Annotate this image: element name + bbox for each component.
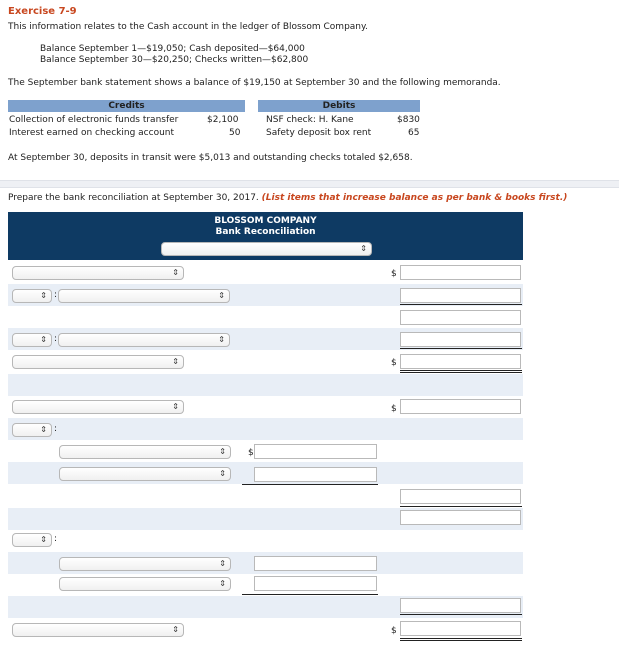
- item-select[interactable]: [12, 623, 184, 637]
- select-arrow-icon: ⇕: [40, 291, 47, 300]
- statement-text: The September bank statement shows a balance of $19,150 at September 30 and the following memoranda.: [8, 78, 501, 88]
- rec-row-9: [8, 440, 523, 462]
- rec-row-6: [8, 374, 523, 396]
- item-select[interactable]: [58, 289, 230, 303]
- intro-text: This information relates to the Cash account in the ledger of Blossom Company.: [8, 22, 368, 32]
- item-select[interactable]: [59, 577, 231, 591]
- rec-row-11: [8, 486, 523, 508]
- amount-input[interactable]: [400, 489, 521, 504]
- rec-row-17: [8, 618, 523, 640]
- rec-row-10: [8, 462, 523, 484]
- debit-amount-1: $830: [397, 115, 420, 125]
- amount-input[interactable]: [254, 444, 377, 459]
- amount-input[interactable]: [400, 310, 521, 325]
- credit-amount-2: 50: [229, 128, 241, 138]
- item-select[interactable]: [59, 467, 231, 481]
- select-arrow-icon: ⇕: [219, 447, 226, 456]
- amount-input[interactable]: [400, 265, 521, 280]
- rec-row-8: [8, 418, 523, 440]
- colon: :: [54, 334, 58, 344]
- instruction: [8, 193, 567, 203]
- select-arrow-icon: ⇕: [172, 625, 179, 634]
- colon: :: [54, 290, 58, 300]
- amount-input[interactable]: [400, 399, 521, 414]
- colon: :: [54, 534, 58, 544]
- item-select[interactable]: [59, 445, 231, 459]
- transit-text: At September 30, deposits in transit were $5,013 and outstanding checks totaled $2,658.: [8, 153, 413, 163]
- select-arrow-icon: ⇕: [172, 268, 179, 277]
- rec-row-5: [8, 350, 523, 372]
- rec-row-4: [8, 328, 523, 350]
- underline: [400, 348, 522, 349]
- dollar-sign: $: [391, 404, 397, 414]
- select-arrow-icon: ⇕: [218, 335, 225, 344]
- amount-input[interactable]: [400, 621, 521, 636]
- debits-header: Debits: [258, 100, 420, 112]
- section-divider: [0, 180, 619, 188]
- dollar-sign: $: [391, 269, 397, 279]
- amount-input[interactable]: [254, 467, 377, 482]
- balance-line-1: Balance September 1—$19,050; Cash deposited—$64,000: [40, 44, 305, 54]
- amount-input[interactable]: [400, 288, 521, 303]
- select-arrow-icon: ⇕: [172, 357, 179, 366]
- rec-row-12: [8, 508, 523, 530]
- add-less-select[interactable]: [12, 333, 52, 347]
- add-less-select[interactable]: [12, 533, 52, 547]
- select-arrow-icon: ⇕: [40, 535, 47, 544]
- dollar-sign: $: [391, 358, 397, 368]
- underline: [400, 614, 522, 615]
- amount-input[interactable]: [400, 598, 521, 613]
- rec-row-14: [8, 552, 523, 574]
- select-arrow-icon: ⇕: [219, 469, 226, 478]
- dollar-sign: $: [248, 448, 254, 458]
- rec-row-2: [8, 284, 523, 306]
- select-arrow-icon: ⇕: [40, 335, 47, 344]
- amount-input[interactable]: [254, 576, 377, 591]
- select-arrow-icon: ⇕: [172, 402, 179, 411]
- item-select[interactable]: [59, 557, 231, 571]
- add-less-select[interactable]: [12, 423, 52, 437]
- select-arrow-icon: ⇕: [219, 579, 226, 588]
- item-select[interactable]: [12, 266, 184, 280]
- rec-row-3: [8, 306, 523, 328]
- add-less-select[interactable]: [12, 289, 52, 303]
- reconciliation-title: Bank Reconciliation: [215, 227, 316, 237]
- double-underline: [400, 638, 522, 641]
- amount-input[interactable]: [254, 556, 377, 571]
- date-select[interactable]: [161, 242, 372, 256]
- underline: [242, 594, 378, 595]
- item-select[interactable]: [12, 400, 184, 414]
- debit-label-2: Safety deposit box rent: [266, 128, 372, 138]
- debit-amount-2: 65: [408, 128, 420, 138]
- select-arrow-icon: ⇕: [218, 291, 225, 300]
- amount-input[interactable]: [400, 354, 521, 369]
- select-arrow-icon: ⇕: [360, 244, 367, 253]
- debit-label-1: NSF check: H. Kane: [266, 115, 354, 125]
- rec-row-15: [8, 574, 523, 596]
- credit-label-1: Collection of electronic funds transfer: [9, 115, 179, 125]
- amount-input[interactable]: [400, 510, 521, 525]
- select-arrow-icon: ⇕: [219, 559, 226, 568]
- rec-row-7: [8, 396, 523, 418]
- item-select[interactable]: [12, 355, 184, 369]
- underline: [242, 484, 378, 485]
- item-select[interactable]: [58, 333, 230, 347]
- reconciliation-header: [8, 212, 523, 260]
- exercise-title: Exercise 7-9: [8, 6, 77, 17]
- credits-header: Credits: [8, 100, 245, 112]
- double-underline: [400, 370, 522, 373]
- instruction-emphasis: (List items that increase balance as per bank & books first.): [261, 193, 568, 203]
- balance-line-2: Balance September 30—$20,250; Checks written—$62,800: [40, 55, 309, 65]
- amount-input[interactable]: [400, 332, 521, 347]
- underline: [400, 304, 522, 305]
- rec-row-13: [8, 530, 523, 552]
- dollar-sign: $: [391, 626, 397, 636]
- credit-amount-1: $2,100: [207, 115, 239, 125]
- colon: :: [54, 424, 58, 434]
- select-arrow-icon: ⇕: [40, 425, 47, 434]
- company-name: BLOSSOM COMPANY: [214, 216, 317, 226]
- rec-row-1: [8, 262, 523, 284]
- underline: [400, 506, 522, 507]
- credit-label-2: Interest earned on checking account: [9, 128, 175, 138]
- instruction-main: Prepare the bank reconciliation at September 30, 2017.: [8, 193, 259, 203]
